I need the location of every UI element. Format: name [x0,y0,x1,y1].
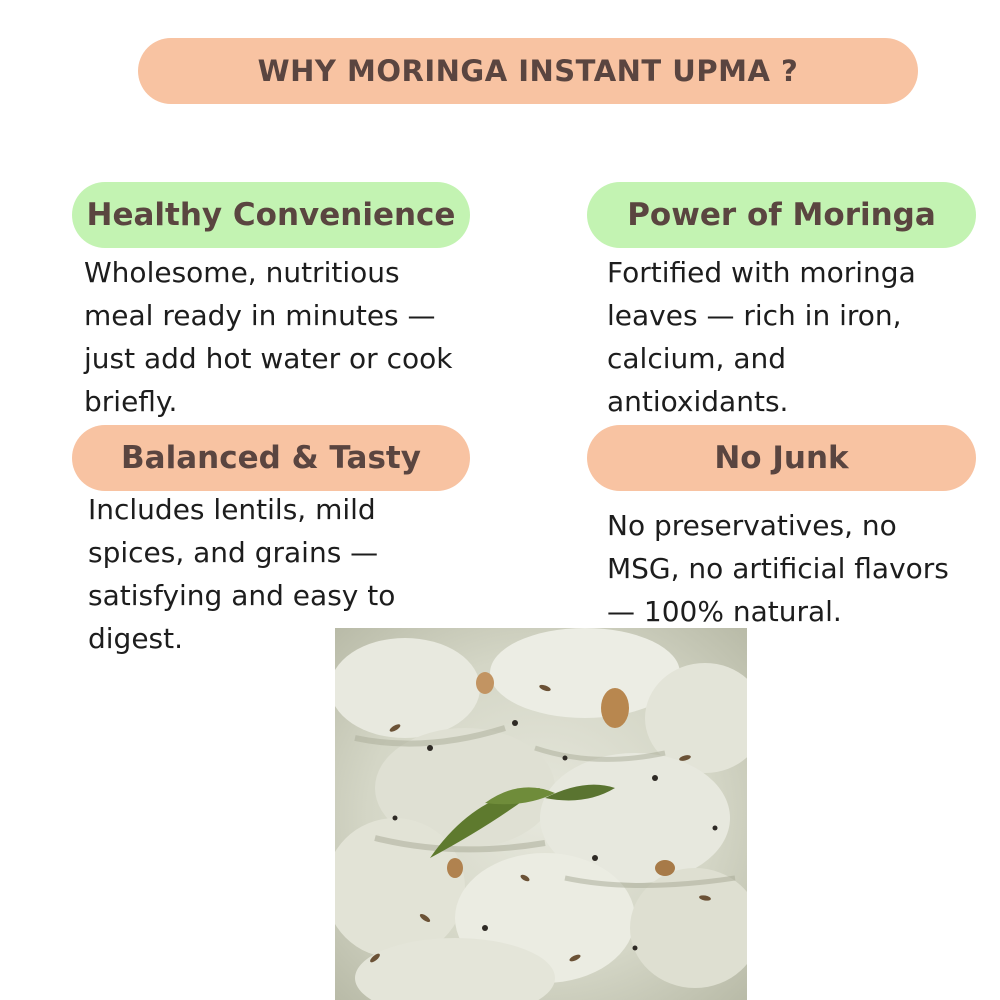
page-title: WHY MORINGA INSTANT UPMA ? [138,38,918,104]
heading-power-of-moringa: Power of Moringa [587,182,976,248]
text-healthy-convenience: Wholesome, nutritious meal ready in minutes — just add hot water or cook briefly. [84,256,453,418]
text-balanced-tasty: Includes lentils, mild spices, and grains — satisfying and easy to digest. [88,493,396,655]
text-no-junk: No preservatives, no MSG, no artificial flavors — 100% natural. [607,509,949,628]
text-power-of-moringa: Fortified with moringa leaves — rich in iron, calcium, and antioxidants. [607,256,916,418]
heading-balanced-tasty: Balanced & Tasty [72,425,470,491]
upma-dish-photo [335,628,747,1000]
heading-no-junk: No Junk [587,425,976,491]
heading-healthy-convenience: Healthy Convenience [72,182,470,248]
